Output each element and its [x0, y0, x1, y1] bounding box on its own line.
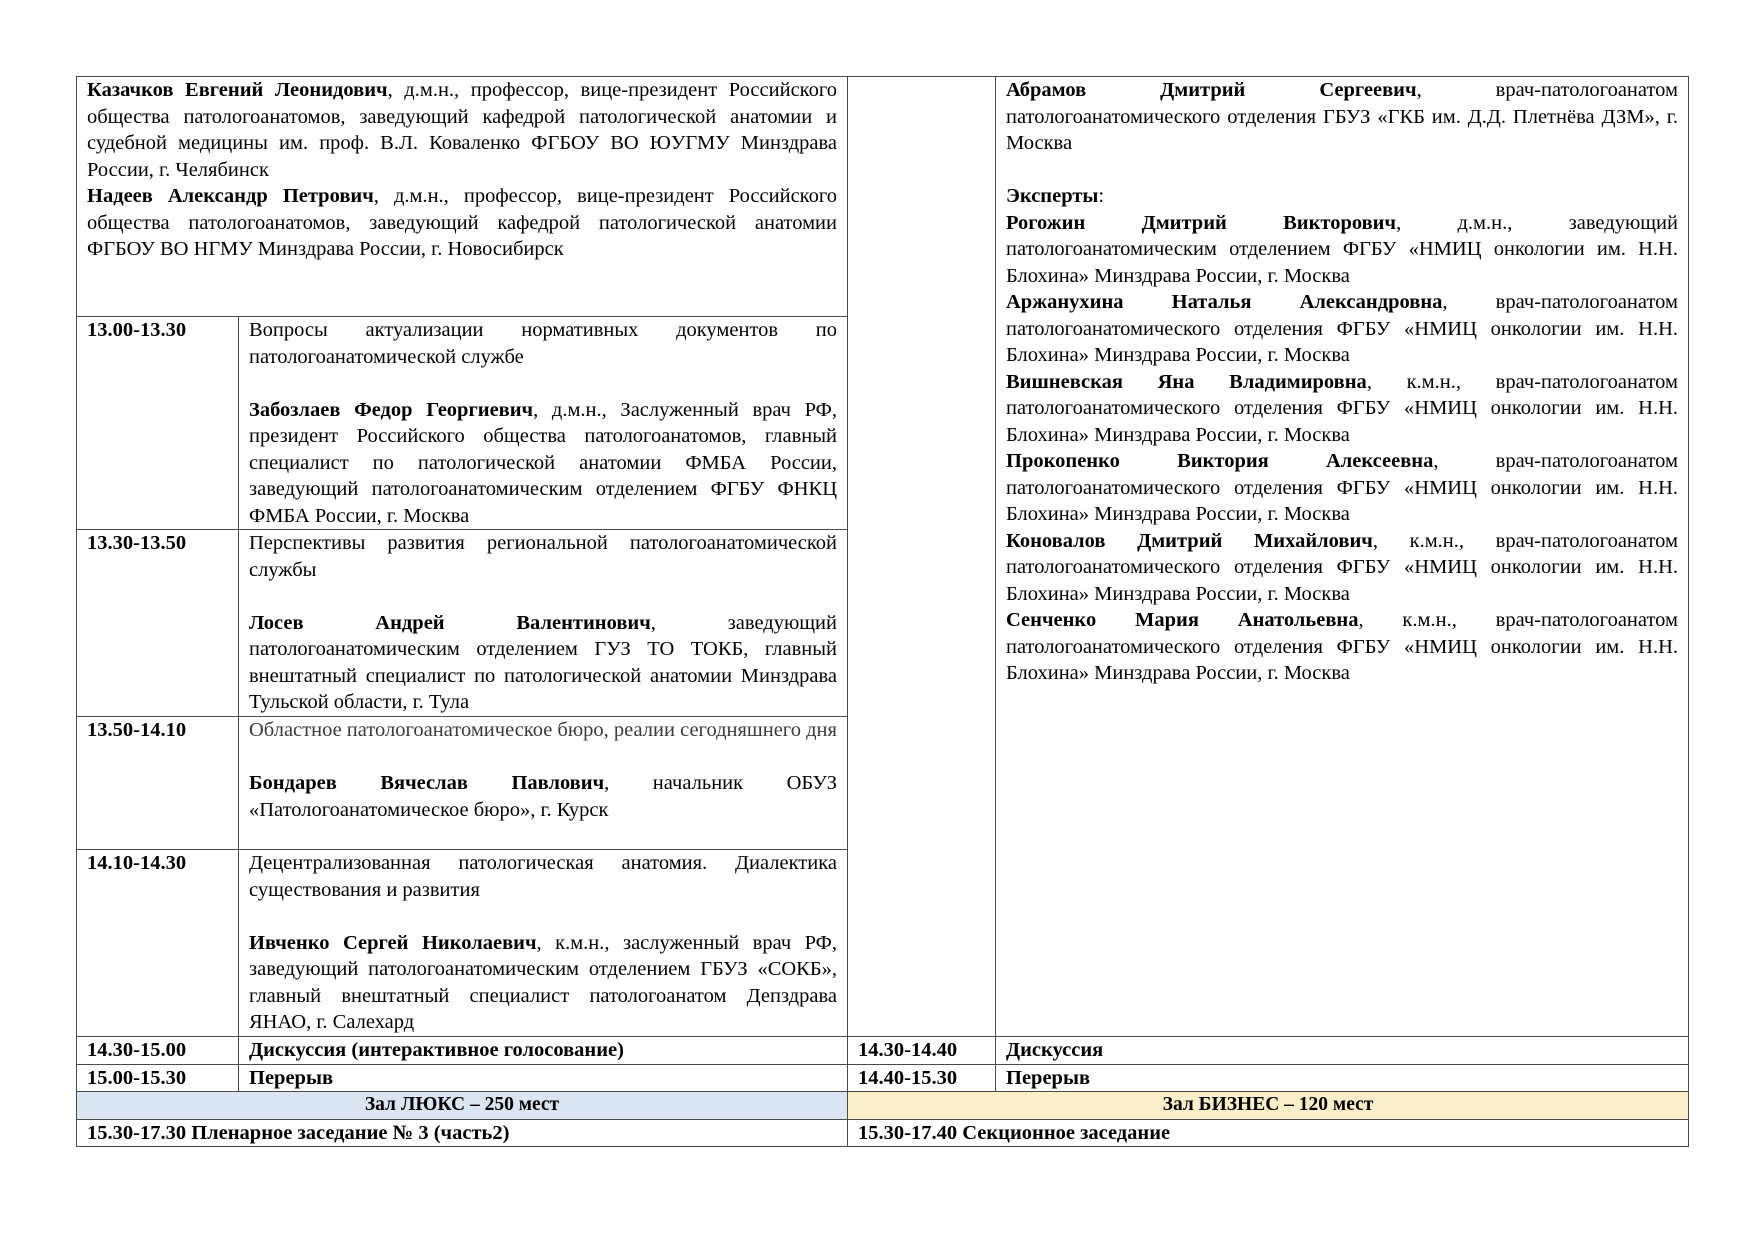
- person-desc: , д.м.н., Заслуженный врач РФ, президент Российского общества патологоанатомов, главный специалист по патологической анатомии ФМБА России, заведующий патологоанатомическим отделением ФГБУ ФНКЦ ФМБА России, г. Москва: [249, 398, 837, 527]
- hall-lux-header: Зал ЛЮКС – 250 мест: [77, 1092, 848, 1120]
- hall-business-header: Зал БИЗНЕС – 120 мест: [848, 1092, 1689, 1120]
- talk-speaker: [249, 397, 837, 530]
- person-desc: , к.м.н., врач-патологоанатом патологоанатомического отделения ФГБУ «НМИЦ онкологии им. Н.Н. Блохина» Минздрава России, г. Москва: [1006, 370, 1678, 446]
- program-table: [76, 76, 1689, 1147]
- person-name: Прокопенко Виктория Алексеевна: [1006, 450, 1434, 472]
- person-name: Аржанухина Наталья Александровна: [1006, 291, 1443, 313]
- talk-time: 13.00-13.30: [77, 317, 239, 530]
- talk-topic: Децентрализованная патологическая анатомия. Диалектика существования и развития: [249, 852, 837, 901]
- person-desc: , д.м.н., заведующий патологоанатомическим отделением ФГБУ «НМИЦ онкологии им. Н.Н. Блохина» Минздрава России, г. Москва: [1006, 211, 1678, 287]
- session-right: 15.30-17.40 Секционное заседание: [848, 1119, 1689, 1147]
- talk-time: 13.50-14.10: [77, 717, 239, 850]
- expert-entry: [1006, 607, 1678, 687]
- person-name: Абрамов Дмитрий Сергеевич: [1006, 79, 1417, 101]
- person-desc: , заведующий патологоанатомическим отделением ГУЗ ТО ТОКБ, главный внештатный специалист по патологической анатомии Минздрава Тульской области, г. Тула: [249, 611, 837, 713]
- discussion-label-right: Дискуссия: [996, 1037, 1689, 1065]
- right-speakers-cell: [996, 77, 1689, 1037]
- person-desc: , врач-патологоанатом патологоанатомического отделения ФГБУ «НМИЦ онкологии им. Н.Н. Блохина» Минздрава России, г. Москва: [1006, 291, 1678, 366]
- talk-topic: Вопросы актуализации нормативных документов по патологоанатомической службе: [249, 319, 837, 368]
- talk-topic: Областное патологоанатомическое бюро, реалии сегодняшнего дня: [249, 719, 837, 741]
- talk-time: 14.10-14.30: [77, 850, 239, 1037]
- person-name: Сенченко Мария Анатольевна: [1006, 609, 1359, 631]
- talk-cell: [239, 317, 848, 530]
- talk-speaker: [249, 930, 837, 1036]
- person-desc: , д.м.н., профессор, вице-президент Российского общества патологоанатомов, заведующий кафедрой патологической анатомии и судебной медицины им. проф. В.Л. Коваленко ФГБОУ ВО ЮУГМУ Минздрава России, г. Челябинск: [87, 79, 837, 181]
- person-name: Лосев Андрей Валентинович: [249, 611, 651, 634]
- moderator-2: [87, 185, 837, 260]
- person-name: Бондарев Вячеслав Павлович: [249, 772, 605, 794]
- talk-time: 13.30-13.50: [77, 530, 239, 717]
- expert-entry: [1006, 289, 1678, 369]
- expert-entry: [1006, 210, 1678, 290]
- experts-heading: Эксперты:: [1006, 185, 1105, 207]
- person-name: Казачков Евгений Леонидович: [87, 79, 388, 101]
- moderator-1: [87, 79, 837, 181]
- break-label-left: Перерыв: [239, 1064, 848, 1092]
- discussion-time-left: 14.30-15.00: [77, 1037, 239, 1065]
- expert-entry: [1006, 448, 1678, 528]
- expert-entry: [1006, 369, 1678, 449]
- right-time-empty-cell: [848, 77, 996, 1037]
- talk-speaker: [249, 610, 837, 716]
- talk-topic: Перспективы развития региональной патологоанатомической службы: [249, 532, 837, 581]
- person-desc: , к.м.н., врач-патологоанатом патологоанатомического отделения ФГБУ «НМИЦ онкологии им. Н.Н. Блохина» Минздрава России, г. Москва: [1006, 609, 1678, 684]
- session-left: 15.30-17.30 Пленарное заседание № 3 (часть2): [77, 1119, 848, 1147]
- moderators-cell: [77, 77, 848, 317]
- talk-speaker: [249, 770, 837, 823]
- person-name: Вишневская Яна Владимировна: [1006, 370, 1367, 393]
- speaker-entry: [1006, 77, 1678, 157]
- break-label-right: Перерыв: [996, 1064, 1689, 1092]
- person-desc: , врач-патологоанатом патологоанатомического отделения ФГБУ «НМИЦ онкологии им. Н.Н. Блохина» Минздрава России, г. Москва: [1006, 450, 1679, 525]
- talk-cell: [239, 850, 848, 1037]
- break-time-right: 14.40-15.30: [848, 1064, 996, 1092]
- talk-cell: [239, 717, 848, 850]
- expert-entry: [1006, 528, 1678, 608]
- discussion-time-right: 14.30-14.40: [848, 1037, 996, 1065]
- person-name: Надеев Александр Петрович: [87, 185, 374, 207]
- person-desc: , к.м.н., врач-патологоанатом патологоанатомического отделения ФГБУ «НМИЦ онкологии им. Н.Н. Блохина» Минздрава России, г. Москва: [1006, 529, 1678, 605]
- person-desc: , врач-патологоанатом патологоанатомического отделения ГБУЗ «ГКБ им. Д.Д. Плетнёва ДЗМ», г. Москва: [1006, 79, 1678, 154]
- person-desc: , к.м.н., заслуженный врач РФ, заведующий патологоанатомическим отделением ГБУЗ «СОКБ», главный внештатный специалист патологоанатом Депздрава ЯНАО, г. Салехард: [249, 931, 837, 1033]
- person-name: Ивченко Сергей Николаевич: [249, 931, 537, 954]
- person-name: Рогожин Дмитрий Викторович: [1006, 211, 1397, 234]
- person-name: Забозлаев Федор Георгиевич: [249, 398, 534, 421]
- discussion-label-left: Дискуссия (интерактивное голосование): [239, 1037, 848, 1065]
- person-desc: , д.м.н., профессор, вице-президент Российского общества патологоанатомов, заведующий кафедрой патологической анатомии ФГБОУ ВО НГМУ Минздрава России, г. Новосибирск: [87, 185, 837, 260]
- person-desc: , начальник ОБУЗ «Патологоанатомическое бюро», г. Курск: [249, 772, 837, 821]
- break-time-left: 15.00-15.30: [77, 1064, 239, 1092]
- talk-cell: [239, 530, 848, 717]
- person-name: Коновалов Дмитрий Михайлович: [1006, 529, 1373, 552]
